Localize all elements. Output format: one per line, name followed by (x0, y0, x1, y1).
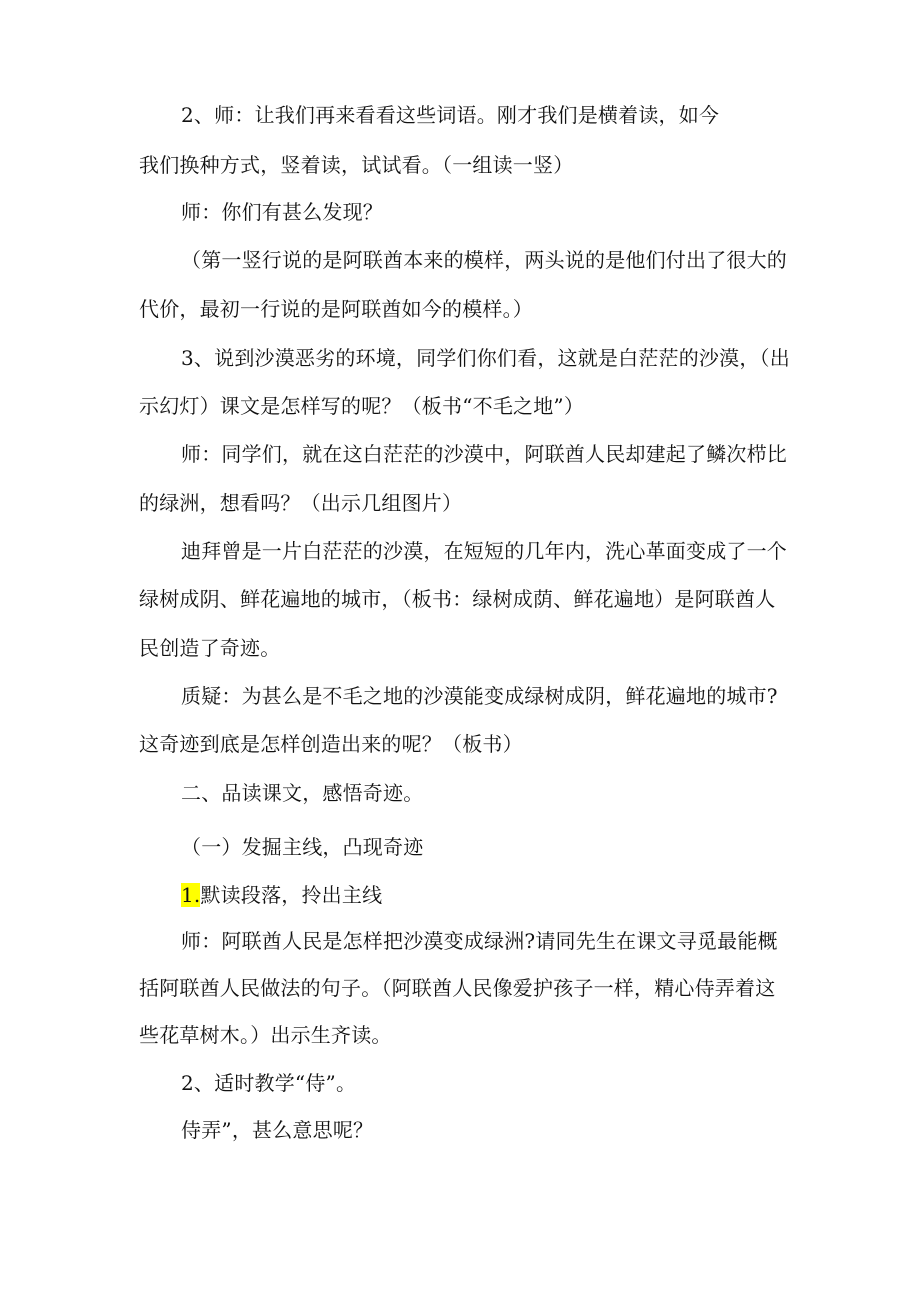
list-item-1-text: 默读段落，拎出主线 (200, 883, 383, 907)
paragraph-line-2: 我们换种方式，竖着读，试试看。（一组读一竖） (139, 153, 574, 177)
paragraph-line-18: 师：阿联酋人民是怎样把沙漠变成绿洲?请同先生在课文寻觅最能概 (181, 929, 778, 953)
paragraph-line-3: 师：你们有甚么发现？ (181, 200, 383, 224)
paragraph-line-22: 侍弄”，甚么意思呢？ (181, 1118, 374, 1142)
subsection-heading-1: （一）发掘主线，凸现奇迹 (181, 835, 424, 859)
paragraph-line-9: 的绿洲，想看吗？（出示几组图片） (139, 491, 463, 515)
paragraph-line-19: 括阿联酋人民做法的句子。（阿联酋人民像爱护孩子一样，精心侍弄着这 (139, 976, 776, 1000)
paragraph-line-1: 2、师：让我们再来看看这些词语。刚才我们是横着读，如今 (181, 103, 720, 127)
paragraph-line-6: 3、说到沙漠恶劣的环境，同学们你们看，这就是白茫茫的沙漠，（出 (181, 346, 790, 370)
paragraph-line-5: 代价，最初一行说的是阿联酋如今的模样。） (139, 297, 533, 321)
list-item-1 (181, 881, 382, 909)
list-item-2: 2、适时教学“侍”。 (181, 1071, 357, 1095)
paragraph-line-7: 示幻灯）课文是怎样写的呢？（板书“不毛之地”） (139, 394, 585, 418)
section-heading-2: 二、品读课文，感悟奇迹。 (181, 781, 424, 805)
highlighted-number: 1. (181, 883, 201, 907)
paragraph-line-12: 民创造了奇迹。 (139, 636, 281, 660)
paragraph-line-13: 质疑：为甚么是不毛之地的沙漠能变成绿树成阴，鲜花遍地的城市? (181, 684, 778, 708)
paragraph-line-11: 绿树成阴、鲜花遍地的城市，（板书：绿树成荫、鲜花遍地）是阿联酋人 (139, 587, 776, 611)
paragraph-line-20: 些花草树木。）出示生齐读。 (139, 1023, 392, 1047)
paragraph-line-14: 这奇迹到底是怎样创造出来的呢？（板书） (139, 732, 523, 756)
paragraph-line-4: （第一竖行说的是阿联酋本来的模样，两头说的是他们付出了很大的 (181, 248, 787, 272)
paragraph-line-10: 迪拜曾是一片白茫茫的沙漠，在短短的几年内，洗心革面变成了一个 (181, 539, 787, 563)
paragraph-line-8: 师：同学们，就在这白茫茫的沙漠中，阿联酋人民却建起了鳞次栉比 (181, 442, 787, 466)
